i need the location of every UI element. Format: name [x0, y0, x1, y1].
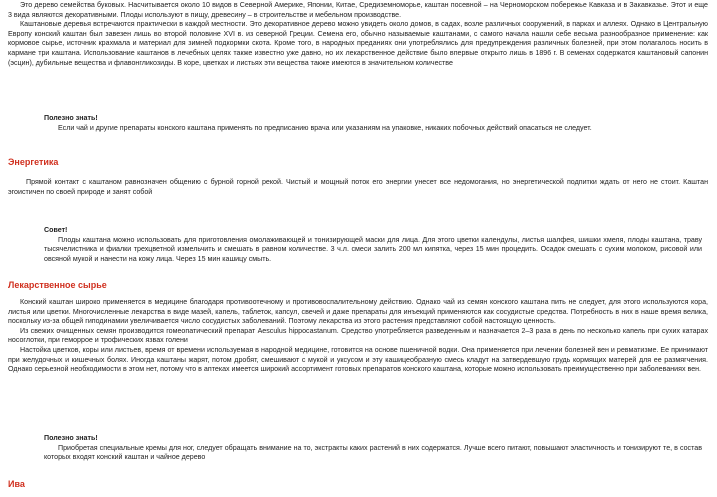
section-heading-willow: Ива	[8, 479, 25, 489]
raw-material-block	[8, 298, 708, 375]
intro-paragraph-1: Это дерево семейства буковых. Насчитывается около 10 видов в Северной Америке, Японии, Китае, Средиземноморье, каштан посевной – на Черноморском побережье Кавказа и в Закавказье. Этот и еще 3 вида являются декоративными. Плоды используют в пищу, древесину – в строительстве и мебельном производстве.	[8, 1, 708, 19]
section-heading-energy: Энергетика	[8, 157, 59, 167]
section-heading-raw-material: Лекарственное сырье	[8, 280, 107, 290]
intro-paragraph-2: Каштановые деревья встречаются практически в каждой местности. Это декоративное дерево можно увидеть около домов, в садах, возле различных сооружений, в парках и аллеях. Однако в Центральную Европу конский каштан был завезен лишь во второй половине XVI в. из северной Греции. Семена его, обычно называемые каштанами, с самого начала нашли себе весьма разнообразное применение: как кормовое сырье, источник крахмала и материал для зимней подкормки скота. Кроме того, в народных преданиях они употреблялись для предупреждения различных болезней, при этом полагалось носить в кармане три каштана. Использование каштанов в лечебных целях также известно уже давно, но их лекарственное действие было впервые открыто лишь в 1896 г. В семенах содержатся каштановый сапонин (эсцин), дубильные вещества и флавонгликозиды. В коре, цветках и листьях эти вещества также имеются в значительном количестве	[8, 20, 708, 67]
raw-paragraph-3: Настойка цветков, коры или листьев, время от времени используемая в народной медицине, готовится на основе пшеничной водки. Она применяется при лечении болезней вен и ревматизме. Ее принимают при желудочных и кишечных болях. Иногда каштаны жарят, потом дробят, смешивают с мукой и уксусом и эту кашицеобразную смесь кладут на затвердевшую грудь кормящих матерей для ее размягчения. Однако серьезной необходимости в этом нет, потому что в аптеках имеется широкий ассортимент готовых препаратов конского каштана, которые можно использовать преимущественно при заболеваниях вен.	[8, 345, 708, 374]
tip-title: Полезно знать!	[44, 434, 98, 442]
tip-text: Приобретая специальные кремы для ног, следует обращать внимание на то, экстракты каких растений в них содержатся. Лучше всего питают, повышают эластичность и тонизируют те, в состав которых входят конский каштан и чайное дерево	[44, 443, 702, 462]
tip-box-3	[8, 434, 708, 463]
tip-text: Плоды каштана можно использовать для приготовления омолаживающей и тонизирующей маски для лица. Для этого цветки календулы, листья шалфея, шишки хмеля, плоды каштана, траву тысячелистника и фиалки трехцветной измельчить и смешать в равном количестве. 3 ч.л. смеси залить 200 мл кипятка, через 15 мин процедить. Осадок смешать с сухим молоком, рисовой или овсяной мукой и нанести на кожу лица. Через 15 мин кашицу смыть.	[44, 235, 702, 263]
tip-title: Совет!	[44, 226, 68, 234]
tip-box-2	[8, 226, 708, 264]
tip-title: Полезно знать!	[44, 114, 98, 122]
raw-paragraph-1: Конский каштан широко применяется в медицине благодаря противоотечному и противовоспалительному действию. Однако чай из семян конского каштана пить не следует, для этого используются кора, листья или цветки. Многочисленные лекарства в виде мазей, капель, таблеток, капсул, свечей и даже препараты для инъекций применяются как сосудистые средства. Потребность в них в наше время велика, поскольку из-за общей гиподинамии увеличивается число сосудистых заболеваний. Поэтому лекарства из этого растения представляют собой настоящую ценность.	[8, 298, 708, 326]
raw-paragraph-2: Из свежих очищенных семян производится гомеопатический препарат Aesculus hippocastanum. Средство употребляется разведенным и назначается 2–3 раза в день по несколько капель при сухих катарах носоглотки, при геморрое и трофических язвах голени	[8, 326, 708, 345]
energy-paragraph: Прямой контакт с каштаном равнозначен общению с бурной горной рекой. Чистый и мощный поток его энергии унесет все недомогания, но энергетической подпитки ждать от него не стоит. Каштан эгоистичен по своей природе и занят собой	[8, 178, 708, 196]
intro-block	[8, 1, 708, 68]
tip-box-1	[8, 114, 708, 133]
tip-text: Если чай и другие препараты конского каштана применять по предписанию врача или указаниям на упаковке, никаких побочных действий опасаться не следует.	[58, 123, 592, 132]
